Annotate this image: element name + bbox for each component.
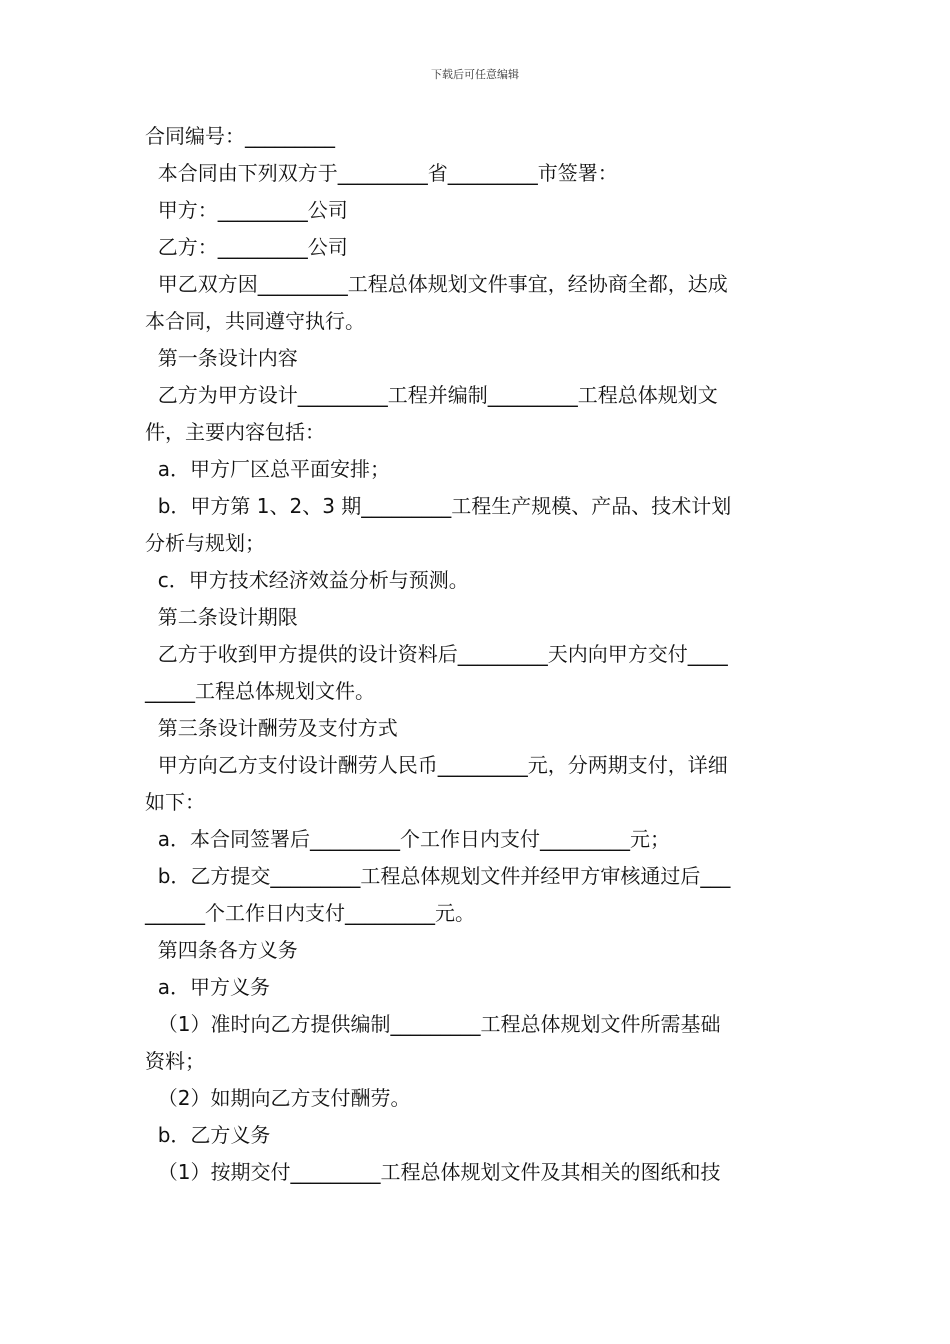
article-2-text: 乙方于收到甲方提供的设计资料后_________天内向甲方交付____ [145, 642, 728, 666]
article-1-item-c: c．甲方技术经济效益分析与预测。 [145, 568, 469, 592]
article-3-item-b: b．乙方提交_________工程总体规划文件并经甲方审核通过后___ [145, 864, 731, 888]
preamble-line: 本合同，共同遵守执行。 [145, 309, 365, 333]
preamble-line: 甲乙双方因_________工程总体规划文件事宜，经协商全都，达成 [145, 272, 728, 296]
article-1-heading: 第一条设计内容 [145, 346, 298, 370]
article-3-text: 甲方向乙方支付设计酬劳人民币_________元，分两期支付，详细 [145, 753, 728, 777]
article-3-item-b: ______个工作日内支付_________元。 [145, 901, 475, 925]
party-a-line: 甲方：_________公司 [145, 198, 348, 222]
party-a-obligations-heading: a．甲方义务 [145, 975, 270, 999]
contract-body [145, 118, 809, 1191]
article-3-heading: 第三条设计酬劳及支付方式 [145, 716, 398, 740]
party-b-obligation-1: （1）按期交付_________工程总体规划文件及其相关的图纸和技 [145, 1160, 721, 1184]
article-3-item-a: a．本合同签署后_________个工作日内支付_________元； [145, 827, 670, 851]
article-2-heading: 第二条设计期限 [145, 605, 298, 629]
party-a-obligation-1: 资料； [145, 1049, 205, 1073]
document-header-note: 下载后可任意编辑 [431, 68, 519, 81]
party-a-obligation-1: （1）准时向乙方提供编制_________工程总体规划文件所需基础 [145, 1012, 721, 1036]
article-1-item-b: 分析与规划； [145, 531, 265, 555]
article-1-item-b: b．甲方第 1、2、3 期_________工程生产规模、产品、技术计划 [145, 494, 732, 518]
party-b-obligations-heading: b．乙方义务 [145, 1123, 271, 1147]
party-b-line: 乙方：_________公司 [145, 235, 348, 259]
article-3-text: 如下： [145, 790, 205, 814]
article-1-text: 乙方为甲方设计_________工程并编制_________工程总体规划文 [145, 383, 718, 407]
party-a-obligation-2: （2）如期向乙方支付酬劳。 [145, 1086, 411, 1110]
article-2-text: _____工程总体规划文件。 [145, 679, 375, 703]
article-1-item-a: a．甲方厂区总平面安排； [145, 457, 390, 481]
article-1-text: 件，主要内容包括： [145, 420, 325, 444]
article-4-heading: 第四条各方义务 [145, 938, 298, 962]
contract-number-line: 合同编号：_________ [145, 124, 335, 148]
signing-location-line: 本合同由下列双方于_________省_________市签署： [145, 161, 618, 185]
